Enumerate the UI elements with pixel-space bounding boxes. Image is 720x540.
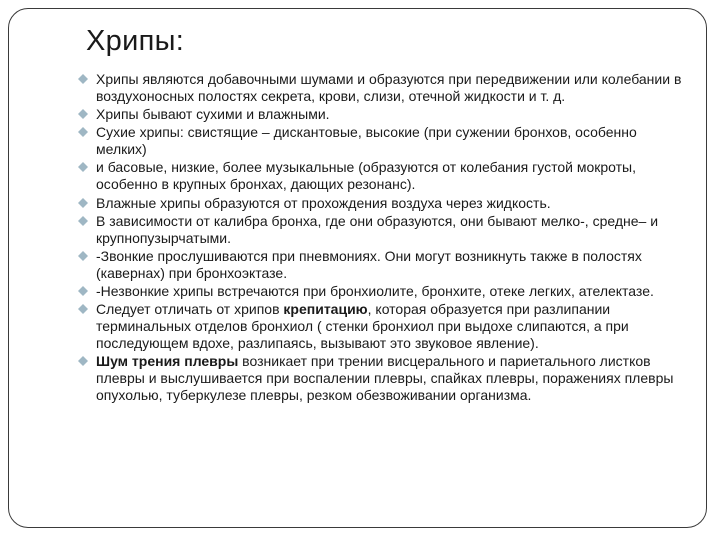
list-item <box>76 106 691 123</box>
bullet-text <box>96 353 673 403</box>
list-item <box>76 248 691 282</box>
list-item <box>76 301 691 351</box>
bullet-diamond-icon <box>78 251 88 261</box>
bullet-text <box>96 213 658 246</box>
bullet-text <box>96 159 636 192</box>
list-item <box>76 71 691 105</box>
list-item <box>76 159 691 193</box>
bullet-text <box>96 301 629 351</box>
bullet-text <box>96 283 654 299</box>
emphasized-term: крепитацию <box>283 301 368 318</box>
text-segment: -Звонкие прослушиваются при пневмониях. Они могут возникнуть также в полостях (кавернах) при бронхоэктазе. <box>96 247 642 281</box>
text-segment: Сухие хрипы: свистящие – дискантовые, высокие (при сужении бронхов, особенно мелких) <box>96 124 637 158</box>
bullet-list <box>76 71 691 405</box>
emphasized-term: Шум трения плевры <box>96 353 239 370</box>
text-segment: В зависимости от калибра бронха, где они образуются, они бывают мелко-, средне– и крупнопузырчатыми. <box>96 212 659 246</box>
bullet-text <box>96 195 551 211</box>
bullet-text <box>96 106 330 122</box>
bullet-text <box>96 248 642 281</box>
list-item <box>76 124 691 158</box>
text-segment: Хрипы бывают сухими и влажными. <box>96 106 330 123</box>
text-segment: возникает при трении висцерального и париетального листков плевры и выслушивается при воспалении плевры, спайках плевры, поражениях плевры опухолью, туберкулезе плевры, резком обезвоживании организма. <box>96 353 674 403</box>
text-segment: -Незвонкие хрипы встречаются при бронхиолите, бронхите, отеке легких, ателектазе. <box>96 283 654 300</box>
bullet-diamond-icon <box>78 198 88 208</box>
bullet-text <box>96 71 681 104</box>
text-segment: Влажные хрипы образуются от прохождения воздуха через жидкость. <box>96 194 551 211</box>
bullet-text <box>96 124 637 157</box>
bullet-diamond-icon <box>78 356 88 366</box>
bullet-diamond-icon <box>78 304 88 314</box>
list-item <box>76 213 691 247</box>
text-segment: , которая образуется при разлипании терминальных отделов бронхиол ( стенки бронхиол при выдохе слипаются, а при последующем вдохе, разлипаясь, вызывают это звуковое явление). <box>96 301 629 351</box>
list-item <box>76 353 691 403</box>
bullet-diamond-icon <box>78 74 88 84</box>
text-segment: Следует отличать от хрипов <box>96 301 284 318</box>
list-item <box>76 195 691 212</box>
bullet-diamond-icon <box>78 286 88 296</box>
bullet-diamond-icon <box>78 162 88 172</box>
bullet-diamond-icon <box>78 127 88 137</box>
slide-title: Хрипы: <box>86 25 185 57</box>
list-item <box>76 283 691 300</box>
bullet-diamond-icon <box>78 109 88 119</box>
text-segment: Хрипы являются добавочными шумами и образуются при передвижении или колебании в воздухоносных полостях секрета, крови, слизи, отечной жидкости и т. д. <box>96 71 682 104</box>
text-segment: и басовые, низкие, более музыкальные (образуются от колебания густой мокроты, особенно в крупных бронхах, дающих резонанс). <box>96 159 636 193</box>
bullet-diamond-icon <box>78 216 88 226</box>
